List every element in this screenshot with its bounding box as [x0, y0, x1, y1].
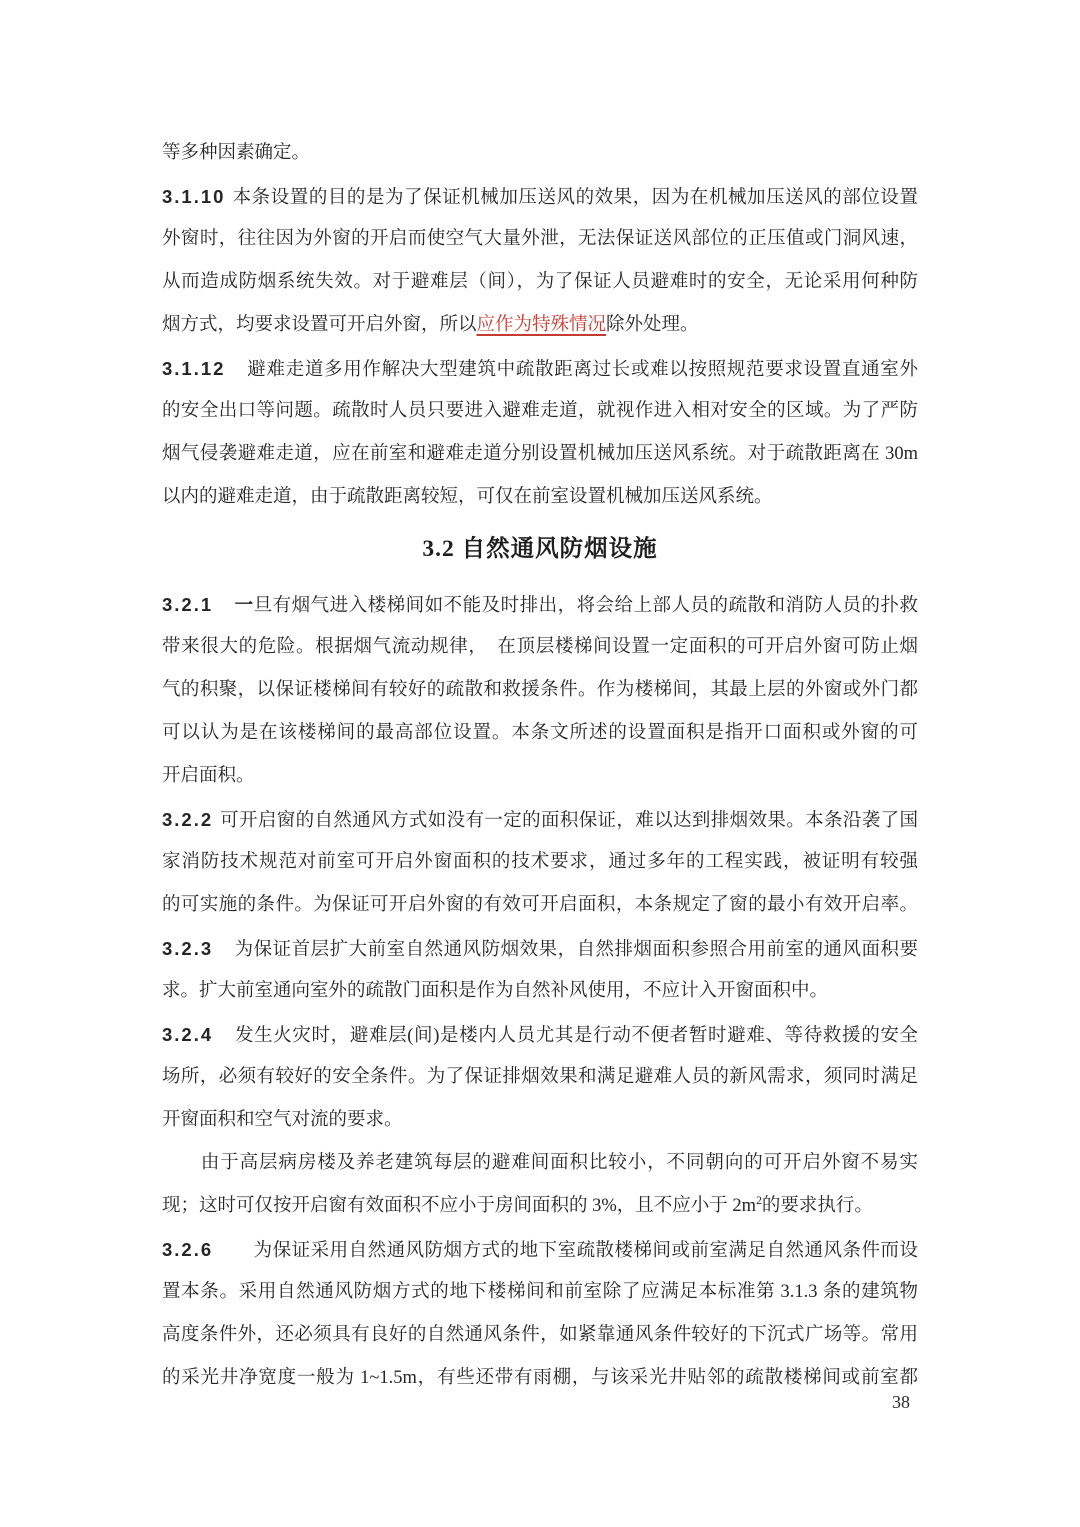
body-text: 旦有烟气进入楼梯间如不能及时排出，将会给上部人员的疏散和消防人员的扑救	[253, 596, 918, 616]
clause-number: 3.2.1	[162, 594, 214, 615]
body-text: 避难走道多用作解决大型建筑中疏散距离过长或难以按照规范要求设置直通室外	[227, 360, 918, 380]
text-line	[162, 755, 918, 798]
text-line	[162, 1357, 918, 1400]
body-text: 的要求执行。	[761, 1196, 873, 1216]
body-text: 以内的避难走道，由于疏散距离较短，可仅在前室设置机械加压送风系统。	[162, 487, 773, 507]
body-text: 本条设置的目的是为了保证机械加压送风的效果，因为在机械加压送风的部位设置	[227, 188, 918, 208]
body-text: 高度条件外，还必须具有良好的自然通风条件，如紧靠通风条件较好的下沉式广场等。常用	[162, 1325, 918, 1345]
text-line	[162, 1271, 918, 1314]
page-number: 38	[892, 1392, 910, 1412]
body-text: 从而造成防烟系统失效。对于避难层（间），为了保证人员避难时的安全，无论采用何种防	[162, 272, 918, 292]
paragraph	[162, 1013, 918, 1142]
clause-number: 3.1.12	[162, 358, 226, 379]
body-text: 可以认为是在该楼梯间的最高部位设置。本条文所述的设置面积是指开口面积或外窗的可	[162, 723, 918, 743]
text-line	[162, 390, 918, 433]
paragraph	[162, 347, 918, 519]
text-line	[162, 798, 918, 841]
body-text: 可开启窗的自然通风方式如没有一定的面积保证，难以达到排烟效果。本条沿袭了国	[215, 811, 918, 831]
paragraph	[162, 583, 918, 798]
body-text: 开窗面积和空气对流的要求。	[162, 1110, 403, 1130]
body-text: 求。扩大前室通向室外的疏散门面积是作为自然补风使用，不应计入开窗面积中。	[162, 981, 829, 1001]
text-line	[162, 841, 918, 884]
text-line	[162, 433, 918, 476]
body-text: 气的积聚，以保证楼梯间有较好的疏散和救援条件。作为楼梯间，其最上层的外窗或外门都	[162, 680, 918, 700]
text-line	[162, 884, 918, 927]
body-text: 烟方式，均要求设置可开启外窗，所以	[162, 315, 477, 335]
body-text: 等多种因素确定。	[162, 143, 311, 163]
clause-number: 3.2.6	[162, 1239, 214, 1260]
superscript: 2	[756, 1194, 762, 1207]
body-text: 的采光井净宽度一般为 1~1.5m，有些还带有雨棚，与该采光井贴邻的疏散楼梯间或前室都	[162, 1368, 918, 1388]
text-line	[162, 261, 918, 304]
paragraph	[162, 927, 918, 1013]
text-line	[162, 132, 918, 175]
paragraph	[162, 1142, 918, 1228]
text-line	[162, 1142, 918, 1185]
body-text: 的安全出口等问题。疏散时人员只要进入避难走道，就视作进入相对安全的区域。为了严防	[162, 401, 918, 421]
text-line	[162, 1185, 918, 1228]
body-text: 的可实施的条件。为保证可开启外窗的有效可开启面积，本条规定了窗的最小有效开启率。	[162, 895, 918, 915]
text-line	[162, 1228, 918, 1271]
text-line	[162, 1314, 918, 1357]
body-text	[215, 596, 235, 616]
text-line	[162, 175, 918, 218]
text-line	[162, 669, 918, 712]
body-text: 带来很大的危险。根据烟气流动规律， 在顶层楼梯间设置一定面积的可开启外窗可防止烟	[162, 637, 918, 657]
clause-number: 3.2.3	[162, 938, 214, 959]
clause-number: 3.2.2	[162, 809, 214, 830]
paragraph	[162, 1228, 918, 1400]
body-text: 现；这时可仅按开启窗有效面积不应小于房间面积的 3%，且不应小于 2m	[162, 1196, 757, 1216]
paragraph	[162, 175, 918, 347]
text-line	[162, 970, 918, 1013]
text-line	[162, 1056, 918, 1099]
text-line	[162, 626, 918, 669]
text-line	[162, 304, 918, 347]
body-text: 场所，必须有较好的安全条件。为了保证排烟效果和满足避难人员的新风需求，须同时满足	[162, 1067, 918, 1087]
paragraph	[162, 798, 918, 927]
clause-number: 3.2.4	[162, 1024, 214, 1045]
section-heading: 3.2 自然通风防烟设施	[422, 536, 658, 562]
text-line	[162, 583, 918, 626]
body-text: 发生火灾时，避难层(间)是楼内人员尤其是行动不便者暂时避难、等待救援的安全	[215, 1026, 918, 1046]
body-text: 家消防技术规范对前室可开启外窗面积的技术要求，通过多年的工程实践，被证明有较强	[162, 852, 918, 872]
body-text: 烟气侵袭避难走道，应在前室和避难走道分别设置机械加压送风系统。对于疏散距离在 30m	[162, 444, 918, 464]
body-text: 开启面积。	[162, 766, 255, 786]
text-line	[162, 476, 918, 519]
body-text: 一	[234, 596, 254, 616]
text-line	[162, 927, 918, 970]
body-text: 置本条。采用自然通风防烟方式的地下楼梯间和前室除了应满足本标准第 3.1.3 条的建筑物	[162, 1282, 918, 1302]
body-text: 外窗时，往往因为外窗的开启而使空气大量外泄，无法保证送风部位的正压值或门洞风速，	[162, 229, 918, 249]
text-line	[162, 1013, 918, 1056]
text-line	[162, 347, 918, 390]
highlighted-text: 应作为特殊情况	[476, 315, 607, 335]
text-line	[162, 218, 918, 261]
text-line	[162, 1099, 918, 1142]
body-text: 为保证采用自然通风防烟方式的地下室疏散楼梯间或前室满足自然通风条件而设	[215, 1241, 918, 1261]
body-text: 为保证首层扩大前室自然通风防烟效果，自然排烟面积参照合用前室的通风面积要	[215, 940, 918, 960]
body-text: 除外处理。	[606, 315, 699, 335]
body-text: 由于高层病房楼及养老建筑每层的避难间面积比较小，不同朝向的可开启外窗不易实	[162, 1153, 918, 1173]
clause-number: 3.1.10	[162, 186, 226, 207]
document-body	[162, 132, 918, 1400]
text-line	[162, 712, 918, 755]
paragraph	[162, 132, 918, 175]
